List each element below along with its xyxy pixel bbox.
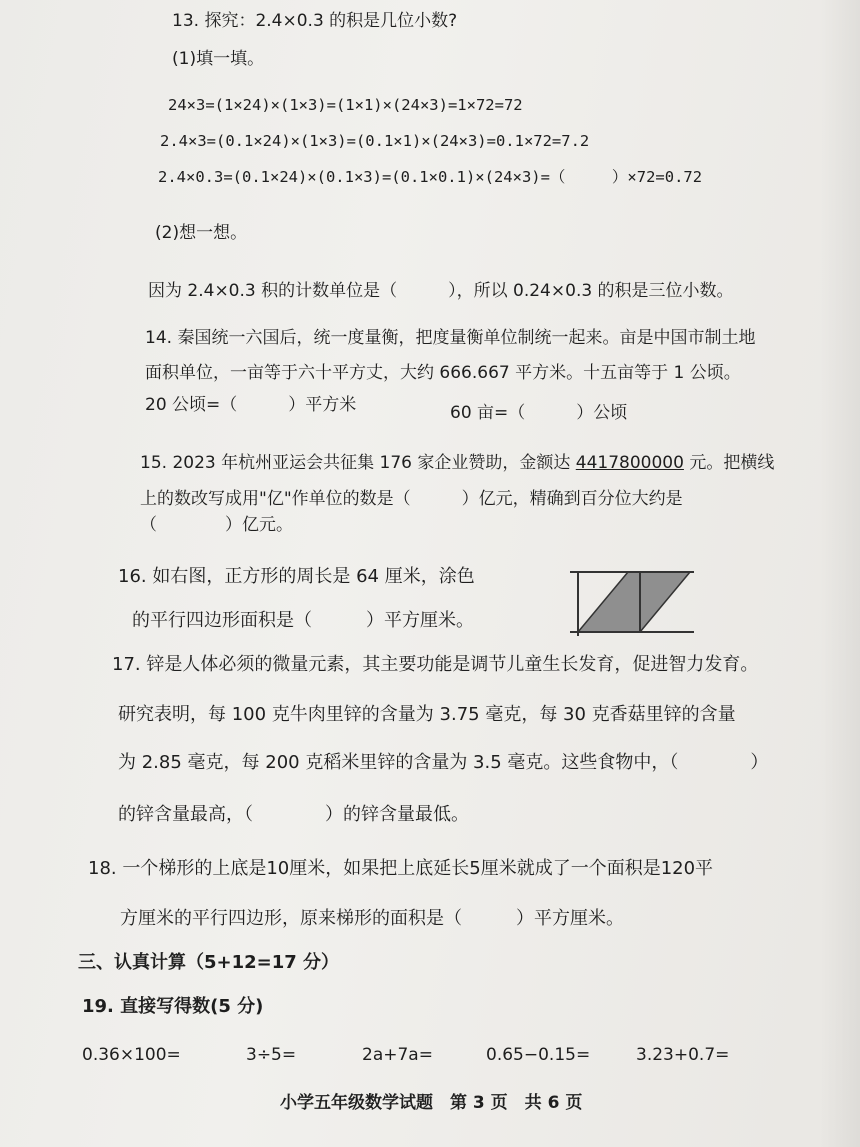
q15-line1-b: 元。把横线	[683, 453, 775, 473]
q17-line3: 为 2.85 毫克，每 200 克稻米里锌的含量为 3.5 毫克。这些食物中，（ ）	[118, 752, 769, 773]
q14-blank2: 60 亩=（ ）公顷	[450, 403, 628, 423]
q19-item-5: 3.23+0.7=	[636, 1045, 730, 1065]
q13-because: 因为 2.4×0.3 积的计数单位是（ ），所以 0.24×0.3 的积是三位小数。	[148, 281, 734, 301]
q13-eq3: 2.4×0.3=(0.1×24)×(0.1×3)=(0.1×0.1)×(24×3)=（ ）×72=0.72	[158, 168, 703, 186]
q15-line1-a: 15. 2023 年杭州亚运会共征集 176 家企业赞助，金额达	[140, 453, 576, 473]
q19-item-2: 3÷5=	[246, 1045, 297, 1065]
q17-line2: 研究表明，每 100 克牛肉里锌的含量为 3.75 毫克，每 30 克香菇里锌的含量	[118, 704, 736, 725]
q13-sub2: (2)想一想。	[155, 223, 248, 243]
page-shadow	[820, 0, 860, 1147]
q19-item-1: 0.36×100=	[82, 1045, 181, 1065]
q17-line1: 17. 锌是人体必须的微量元素，其主要功能是调节儿童生长发育，促进智力发育。	[112, 654, 759, 675]
q14-blank1: 20 公顷=（ ）平方米	[145, 395, 357, 415]
q19-title: 19. 直接写得数(5 分)	[82, 996, 264, 1017]
square-parallelogram-figure	[566, 564, 700, 642]
q19-item-3: 2a+7a=	[362, 1045, 433, 1065]
q14-line1: 14. 秦国统一六国后，统一度量衡，把度量衡单位制统一起来。亩是中国市制土地	[145, 328, 756, 348]
section3-heading: 三、认真计算（5+12=17 分）	[78, 952, 340, 973]
q18-line2: 方厘米的平行四边形，原来梯形的面积是（ ）平方厘米。	[120, 908, 624, 929]
q16-line1: 16. 如右图，正方形的周长是 64 厘米，涂色	[118, 566, 475, 587]
q14-line2: 面积单位，一亩等于六十平方丈，大约 666.667 平方米。十五亩等于 1 公顷。	[145, 363, 741, 383]
q15-line2: 上的数改写成用"亿"作单位的数是（ ）亿元，精确到百分位大约是	[140, 489, 683, 509]
q13-eq1: 24×3=(1×24)×(1×3)=(1×1)×(24×3)=1×72=72	[168, 96, 523, 114]
q15-line3: （ ）亿元。	[140, 515, 293, 535]
q13-eq2: 2.4×3=(0.1×24)×(1×3)=(0.1×1)×(24×3)=0.1×72=7.2	[160, 132, 590, 150]
q15-line1	[140, 452, 774, 474]
q17-line4: 的锌含量最高，（ ）的锌含量最低。	[118, 804, 469, 825]
q16-line2: 的平行四边形面积是（ ）平方厘米。	[132, 610, 474, 631]
q13-title: 13. 探究：2.4×0.3 的积是几位小数?	[172, 11, 458, 31]
shaded-parallelogram	[578, 572, 690, 632]
q19-item-4: 0.65−0.15=	[486, 1045, 591, 1065]
q18-line1: 18. 一个梯形的上底是10厘米，如果把上底延长5厘米就成了一个面积是120平	[88, 858, 714, 879]
q15-amount: 4417800000	[575, 453, 684, 473]
page-footer: 小学五年级数学试题 第 3 页 共 6 页	[280, 1093, 583, 1113]
q13-sub1: (1)填一填。	[172, 49, 265, 69]
